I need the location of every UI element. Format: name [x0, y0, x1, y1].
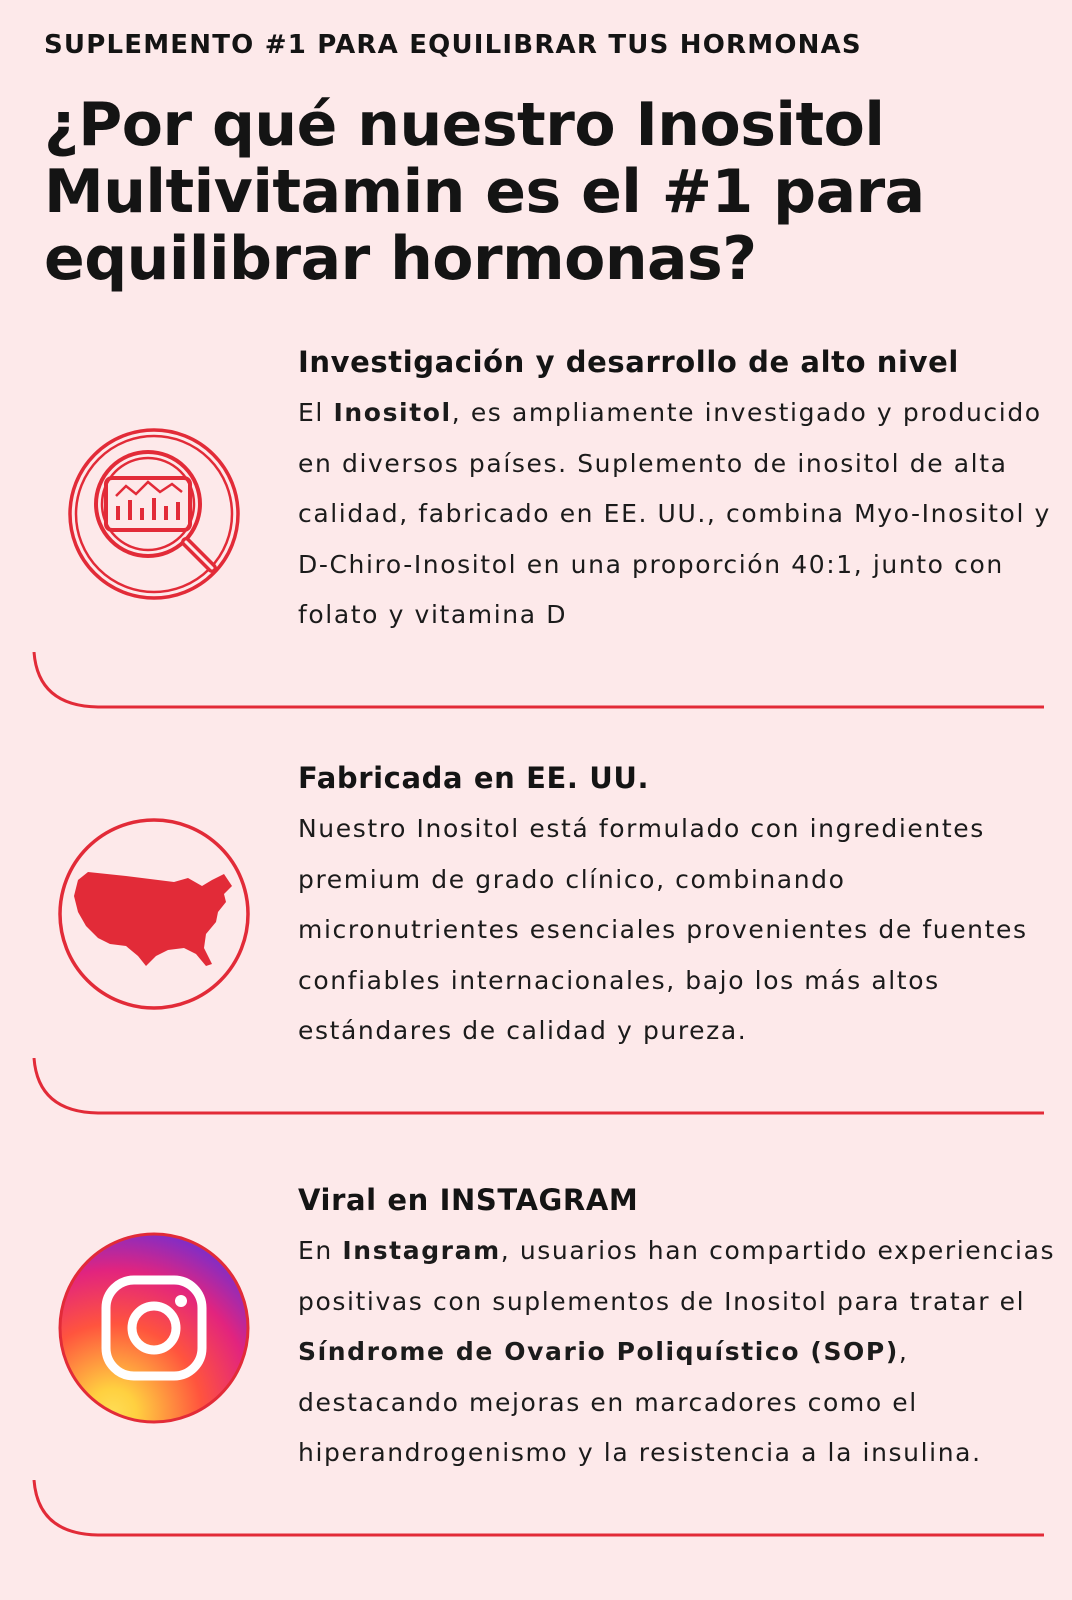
body-segment-bold: Instagram — [342, 1236, 501, 1265]
feature-title: Fabricada en EE. UU. — [298, 761, 650, 795]
body-segment-bold: Inositol — [333, 398, 452, 427]
feature-body — [298, 388, 1058, 641]
body-segment: , destacando mejoras en marcadores como el hiperandrogenismo y la resistencia a la insulina. — [298, 1337, 982, 1467]
body-segment: El — [298, 398, 334, 427]
body-segment: , es ampliamente investigado y producido en diversos países. Suplemento de inositol de alta calidad, fabricado en EE. UU., combina Myo-Inositol y D-Chiro-Inositol en una proporción 40:1, junto con folato y vitamina D — [298, 398, 1051, 629]
magnifier-chart-icon — [66, 426, 242, 602]
usa-map-icon — [56, 816, 252, 1012]
feature-title: Viral en INSTAGRAM — [298, 1183, 639, 1217]
section-divider — [32, 1058, 1044, 1118]
feature-title: Investigación y desarrollo de alto nivel — [298, 345, 959, 379]
feature-instagram-text — [298, 1180, 1058, 1479]
body-segment: Nuestro Inositol está formulado con ingredientes premium de grado clínico, combinando micronutrientes esenciales provenientes de fuentes confiables internacionales, bajo los más altos estándares de calidad y pureza. — [298, 814, 1028, 1045]
section-divider — [32, 1480, 1044, 1540]
feature-research-text — [298, 342, 1058, 641]
body-segment: En — [298, 1236, 343, 1265]
instagram-icon[interactable] — [56, 1230, 252, 1426]
feature-made-in-usa-text — [298, 758, 1058, 1057]
page-title: ¿Por qué nuestro Inositol Multivitamin es el #1 para equilibrar hormonas? — [44, 90, 925, 294]
body-segment: , usuarios han compartido experiencias positivas con suplementos de Inositol para tratar el — [298, 1236, 1056, 1316]
feature-body — [298, 1226, 1058, 1479]
eyebrow-label: SUPLEMENTO #1 PARA EQUILIBRAR TUS HORMONAS — [44, 30, 862, 60]
section-divider — [32, 652, 1044, 712]
feature-body — [298, 804, 1058, 1057]
body-segment-bold: Síndrome de Ovario Poliquístico (SOP) — [298, 1337, 899, 1366]
